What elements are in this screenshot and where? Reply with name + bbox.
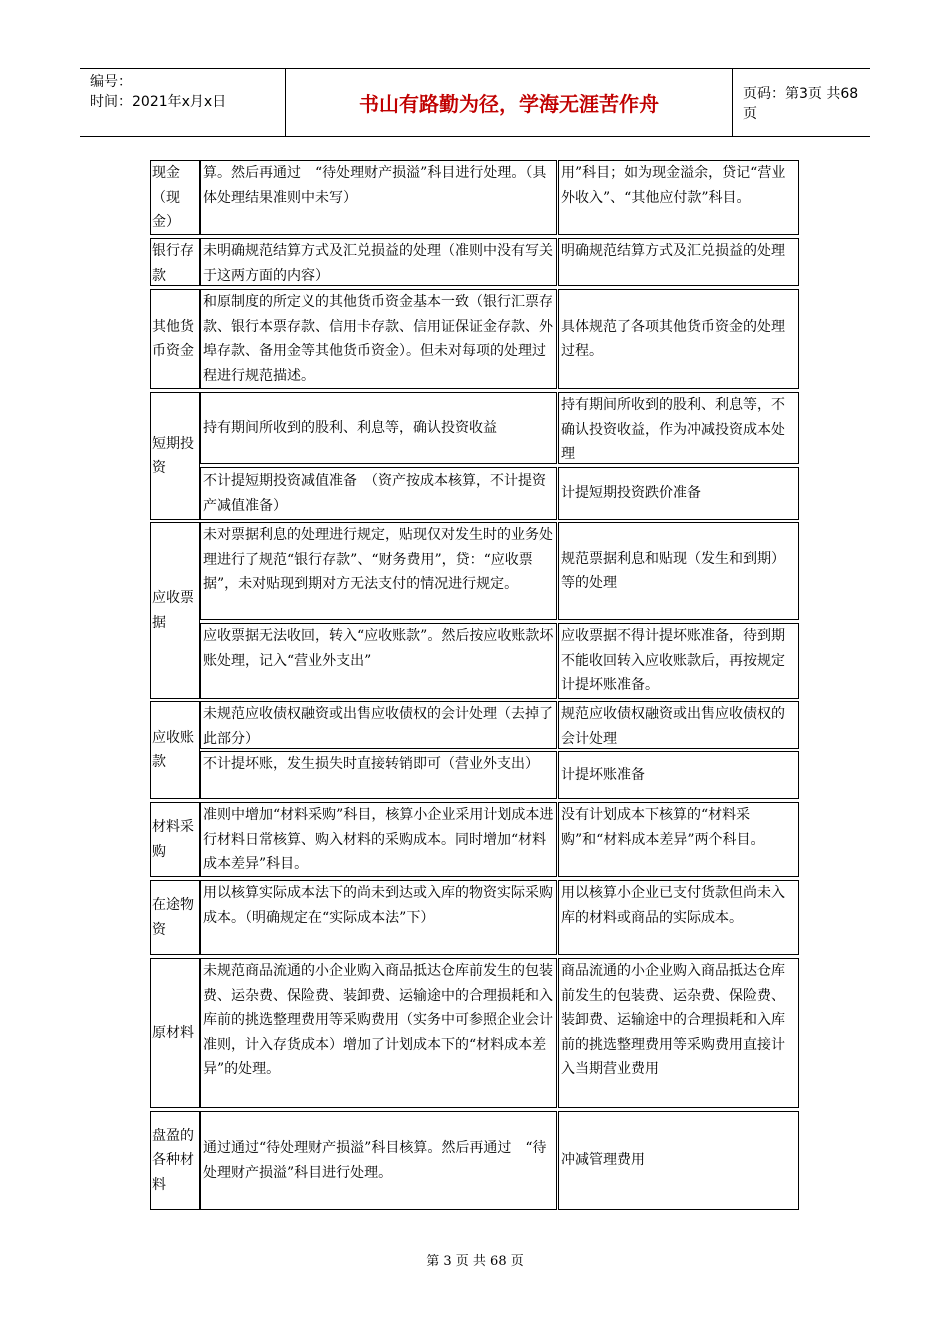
item-cell xyxy=(150,1111,200,1210)
old-rule-cell-text: 应收票据无法收回，转入“应收账款”。然后按应收账款坏账处理，记入“营业外支出” xyxy=(203,628,554,669)
old-rule-cell xyxy=(200,701,557,749)
old-rule-cell xyxy=(200,958,557,1108)
old-rule-cell xyxy=(200,880,557,955)
number-label: 编号： xyxy=(90,74,132,90)
item-cell xyxy=(150,802,200,877)
item-cell-text: 应收票据 xyxy=(152,590,194,631)
new-rule-cell xyxy=(558,958,799,1108)
item-cell xyxy=(150,880,200,955)
old-rule-cell-text: 持有期间所收到的股利、利息等，确认投资收益 xyxy=(203,419,497,436)
new-rule-cell-text: 应收票据不得计提坏账准备，待到期不能收回转入应收账款后，再按规定计提坏账准备。 xyxy=(561,628,785,693)
old-rule-cell-text: 未规范应收债权融资或出售应收债权的会计处理（去掉了此部分） xyxy=(203,706,553,747)
item-cell-text: 在途物资 xyxy=(152,897,194,938)
new-rule-cell xyxy=(558,802,799,877)
item-cell xyxy=(150,701,200,799)
item-cell xyxy=(150,238,200,286)
new-rule-cell-text: 没有计划成本下核算的“材料采购”和“材料成本差异”两个科目。 xyxy=(561,807,765,848)
item-cell-text: 其他货币资金 xyxy=(152,318,194,359)
old-rule-cell-text: 用以核算实际成本法下的尚未到达或入库的物资实际采购成本。（明确规定在“实际成本法”下） xyxy=(203,885,553,926)
old-rule-cell-text: 不计提短期投资减值准备 （资产按成本核算，不计提资产减值准备） xyxy=(203,473,546,514)
new-rule-cell-text: 用”科目；如为现金溢余，贷记“营业外收入”、“其他应付款”科目。 xyxy=(561,165,786,206)
item-cell xyxy=(150,958,200,1108)
old-rule-cell xyxy=(200,751,557,799)
old-rule-cell-text: 未对票据利息的处理进行规定，贴现仅对发生时的业务处理进行了规范“银行存款”、“财务费用”，贷：“应收票据”，未对贴现到期对方无法支付的情况进行规定。 xyxy=(203,527,553,592)
new-rule-cell-text: 计提短期投资跌价准备 xyxy=(561,485,701,502)
new-rule-cell-text: 计提坏账准备 xyxy=(561,766,645,783)
new-rule-cell-text: 规范票据利息和贴现（发生和到期）等的处理 xyxy=(561,550,785,591)
item-cell-text: 应收账款 xyxy=(152,729,194,770)
old-rule-cell-text: 不计提坏账，发生损失时直接转销即可（营业外支出） xyxy=(203,756,539,772)
new-rule-cell xyxy=(558,880,799,955)
old-rule-cell xyxy=(200,467,557,520)
new-rule-cell xyxy=(558,289,799,389)
new-rule-cell xyxy=(558,701,799,749)
old-rule-cell xyxy=(200,160,557,235)
new-rule-cell-text: 具体规范了各项其他货币资金的处理过程。 xyxy=(561,318,785,359)
new-rule-cell xyxy=(558,522,799,620)
item-cell-text: 短期投资 xyxy=(152,435,194,476)
old-rule-cell-text: 未规范商品流通的小企业购入商品抵达仓库前发生的包装费、运杂费、保险费、装卸费、运输途中的合理损耗和入库前的挑选整理费用等采购费用（实务中可参照企业会计准则，计入存货成本）增加了计划成本下的“材料成本差异”的处理。 xyxy=(203,963,553,1077)
old-rule-cell xyxy=(200,289,557,389)
new-rule-cell xyxy=(558,751,799,799)
old-rule-cell xyxy=(200,802,557,877)
page-footer: 第 3 页 共 68 页 xyxy=(426,1254,524,1269)
old-rule-cell xyxy=(200,522,557,620)
new-rule-cell-text: 持有期间所收到的股利、利息等，不确认投资收益，作为冲减投资成本处理 xyxy=(561,397,785,462)
old-rule-cell-text: 算。然后再通过 “待处理财产损溢”科目进行处理。（具体处理结果准则中未写） xyxy=(203,165,547,206)
item-cell xyxy=(150,522,200,699)
item-cell xyxy=(150,160,200,235)
new-rule-cell-text: 规范应收债权融资或出售应收债权的会计处理 xyxy=(561,706,785,747)
page-label: 页码：第3页 共68页 xyxy=(743,85,859,122)
old-rule-cell xyxy=(200,1111,557,1210)
item-cell-text: 材料采购 xyxy=(152,819,194,860)
old-rule-cell xyxy=(200,392,557,464)
new-rule-cell xyxy=(558,238,799,286)
new-rule-cell-text: 冲减管理费用 xyxy=(561,1152,645,1169)
new-rule-cell-text: 明确规范结算方式及汇兑损益的处理 xyxy=(561,243,785,259)
old-rule-cell-text: 通过通过“待处理财产损溢”科目核算。然后再通过 “待处理财产损溢”科目进行处理。 xyxy=(203,1140,547,1181)
old-rule-cell-text: 未明确规范结算方式及汇兑损益的处理（准则中没有写关于这两方面的内容） xyxy=(203,243,553,284)
item-cell-text: 盘盈的各种材料 xyxy=(152,1127,194,1193)
new-rule-cell xyxy=(558,467,799,520)
item-cell xyxy=(150,392,200,520)
new-rule-cell xyxy=(558,623,799,699)
new-rule-cell xyxy=(558,392,799,464)
new-rule-cell xyxy=(558,160,799,235)
new-rule-cell-text: 商品流通的小企业购入商品抵达仓库前发生的包装费、运杂费、保险费、装卸费、运输途中的合理损耗和入库前的挑选整理费用等采购费用直接计入当期营业费用 xyxy=(561,963,785,1077)
new-rule-cell xyxy=(558,1111,799,1210)
item-cell-text: 现金（现金） xyxy=(152,165,180,230)
motto: 书山有路勤为径，学海无涯苦作舟 xyxy=(285,69,733,136)
old-rule-cell xyxy=(200,623,557,699)
old-rule-cell-text: 准则中增加“材料采购”科目，核算小企业采用计划成本进行材料日常核算、购入材料的采购成本。同时增加“材料成本差异”科目。 xyxy=(203,807,554,872)
old-rule-cell-text: 和原制度的所定义的其他货币资金基本一致（银行汇票存款、银行本票存款、信用卡存款、信用证保证金存款、外埠存款、备用金等其他货币资金）。但未对每项的处理过程进行规范描述。 xyxy=(203,294,553,384)
date-label: 时间：2021年x月x日 xyxy=(90,94,227,110)
item-cell xyxy=(150,289,200,389)
item-cell-text: 原材料 xyxy=(152,1024,194,1041)
item-cell-text: 银行存款 xyxy=(152,243,194,284)
new-rule-cell-text: 用以核算小企业已支付货款但尚未入库的材料或商品的实际成本。 xyxy=(561,885,785,926)
old-rule-cell xyxy=(200,238,557,286)
